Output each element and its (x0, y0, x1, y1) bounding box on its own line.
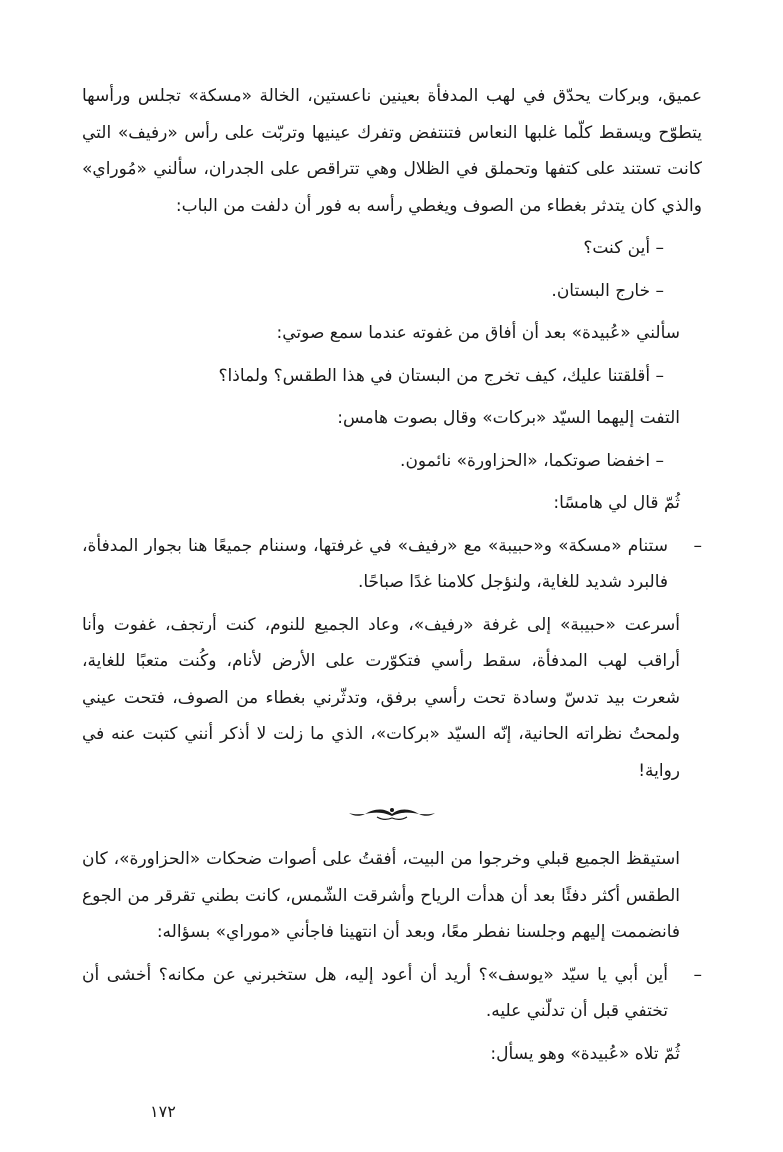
dash: – (693, 535, 702, 556)
dialogue-line (82, 230, 702, 267)
page-number: ١٧٢ (150, 1102, 176, 1121)
dialogue-text: أين أبي يا سيّد «يوسف»؟ أريد أن أعود إليه، هل ستخبرني عن مكانه؟ أخشى أن تختفي قبل أن تدلّني عليه. (82, 964, 668, 1021)
dialogue-text: ستنام «مسكة» و«حبيبة» مع «رفيف» في غرفتها، وسننام جميعًا هنا بجوار المدفأة، فالبرد شديد للغاية، ولنؤجل كلامنا غدًا صباحًا. (82, 535, 668, 592)
dialogue-text: خارج البستان. (551, 280, 651, 301)
dash: – (655, 365, 664, 386)
dialogue-line (82, 273, 702, 310)
dialogue-block (82, 957, 702, 1030)
dash: – (655, 450, 664, 471)
book-page-body (82, 78, 702, 1078)
paragraph: أسرعت «حبيبة» إلى غرفة «رفيف»، وعاد الجميع للنوم، كنت أرتجف، غفوت وأنا أراقب لهب المدفأة، سقط رأسي فتكوّرت على الأرض لأنام، وكُنت متعبًا للغاية، شعرت بيد تدسّ وسادة تحت رأسي برفق، وتدثّرني بغطاء من الصوف، فتحت عيني ولمحتُ نظراته الحانية، إنّه السيّد «بركات»، الذي ما زلت لا أذكر أنني كتبت عنه في رواية! (82, 614, 680, 781)
dialogue-line (82, 358, 702, 395)
dash: – (693, 964, 702, 985)
paragraph: التفت إليهما السيّد «بركات» وقال بصوت هامس: (337, 408, 680, 428)
paragraph: استيقظ الجميع قبلي وخرجوا من البيت، أفقتُ على أصوات ضحكات «الحزاورة»، كان الطقس أكثر دفئًا بعد أن هدأت الرياح وأشرقت الشّمس، كانت بطني تقرقر من الجوع فانضممت إليهم وجلسنا نفطر معًا، وبعد أن انتهينا فاجأني «موراي» بسؤاله: (82, 849, 680, 942)
dialogue-text: أقلقتنا عليك، كيف تخرج من البستان في هذا الطقس؟ ولماذا؟ (218, 365, 651, 386)
paragraph: ثُمّ تلاه «عُبيدة» وهو يسأل: (490, 1043, 680, 1064)
dialogue-text: اخفضا صوتكما، «الحزاورة» نائمون. (400, 450, 651, 471)
paragraph: ثُمّ قال لي هامسًا: (553, 493, 680, 513)
dialogue-line (82, 443, 702, 480)
dash: – (655, 280, 664, 301)
dialogue-block (82, 528, 702, 601)
decorative-divider-icon (82, 801, 702, 823)
dash: – (655, 238, 664, 258)
paragraph: عميق، وبركات يحدّق في لهب المدفأة بعينين ناعستين، الخالة «مسكة» تجلس ورأسها يتطوّح ويسقط كلّما غلبها النعاس فتنتفض وتفرك عينيها وتربّت على رأس «رفيف» التي كانت تستند على كتفها وتحملق في الظلال وهي تتراقص على الجدران، سألني «مُوراي» والذي كان يتدثر بغطاء من الصوف ويغطي رأسه به فور أن دلفت من الباب: (82, 86, 702, 216)
dialogue-text: أين كنت؟ (583, 238, 651, 258)
paragraph: سألني «عُبيدة» بعد أن أفاق من غفوته عندما سمع صوتي: (276, 323, 680, 343)
